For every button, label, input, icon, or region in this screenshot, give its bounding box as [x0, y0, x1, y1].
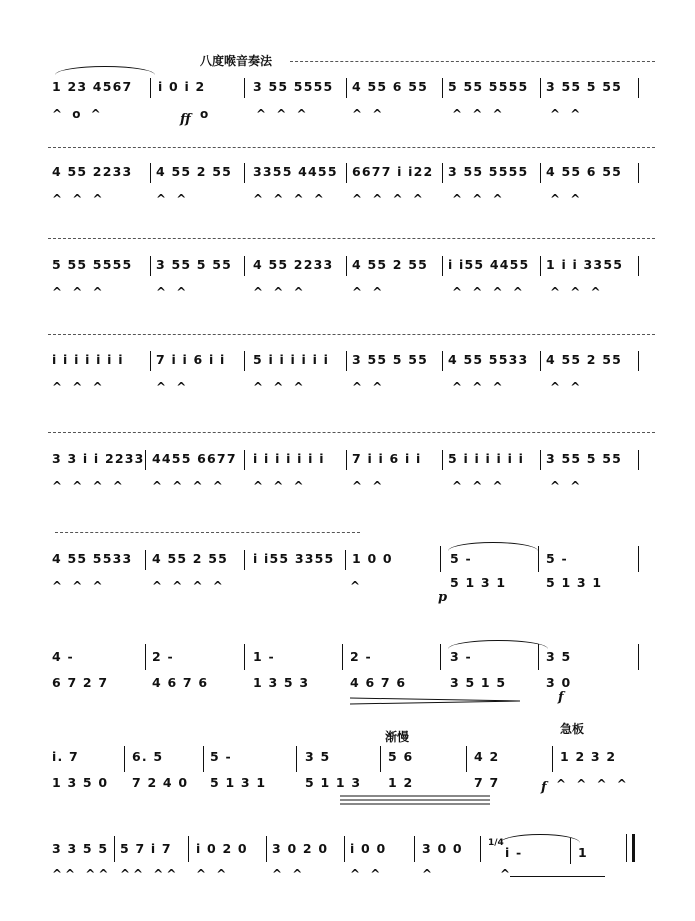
- bar-11: 3 55 5555: [448, 164, 529, 179]
- articulation: o: [200, 107, 212, 121]
- bar-55: 3 0 0: [422, 841, 463, 856]
- bar-16: 4 55 2 55: [352, 257, 429, 272]
- barline: [540, 78, 541, 98]
- articulation: ^ ^: [272, 867, 306, 881]
- barline: [145, 644, 146, 670]
- articulation: ^ ^: [156, 192, 190, 206]
- articulation: ^ ^ ^: [452, 192, 506, 206]
- barline: [466, 746, 467, 772]
- articulation: ^ ^ ^: [253, 479, 307, 493]
- barline: [244, 644, 245, 670]
- barline: [540, 450, 541, 470]
- dynamic-f: f: [541, 780, 547, 795]
- barline: [638, 644, 639, 670]
- bar-54: i 0 0: [350, 841, 387, 856]
- barline: [442, 450, 443, 470]
- technique-extension-line: [55, 532, 360, 533]
- final-barline-thick: [632, 834, 635, 862]
- articulation: ^ ^ ^: [452, 479, 506, 493]
- barline: [638, 450, 639, 470]
- final-barline-thin: [626, 834, 627, 862]
- tie: [448, 542, 538, 551]
- articulation: ^ ^ ^: [256, 107, 310, 121]
- bar-29: 5 i i i i i i: [448, 451, 525, 466]
- barline: [540, 351, 541, 371]
- barline: [638, 163, 639, 183]
- barline: [538, 546, 539, 572]
- technique-extension-line: [48, 334, 655, 335]
- bar-15: 4 55 2233: [253, 257, 334, 272]
- barline: [552, 746, 553, 772]
- barline: [342, 644, 343, 670]
- bar-24: 4 55 2 55: [546, 352, 623, 367]
- slur: [55, 66, 155, 75]
- bar-40: 2 -: [350, 649, 372, 664]
- articulation: ^ ^: [550, 192, 584, 206]
- bar-36: 5 -: [546, 551, 568, 566]
- barline: [414, 836, 415, 862]
- articulation: ^: [350, 579, 364, 593]
- articulation: ^ ^: [550, 107, 584, 121]
- bar-42: 3 5: [546, 649, 572, 664]
- articulation: ^ ^: [156, 380, 190, 394]
- direction-fast: 急板: [560, 722, 585, 736]
- bar-9: 3355 4455: [253, 164, 338, 179]
- articulation: ^ ^ ^: [253, 285, 307, 299]
- articulation: ^: [422, 867, 436, 881]
- bar-50: 3 3 5 5: [52, 841, 109, 856]
- lower-voice: 1 2: [388, 775, 414, 790]
- articulation: ^ ^: [350, 867, 384, 881]
- bar-14: 3 55 5 55: [156, 257, 233, 272]
- bar-46: 3 5: [305, 749, 331, 764]
- bar-57: 1: [578, 845, 588, 860]
- barline: [442, 163, 443, 183]
- barline: [346, 256, 347, 276]
- bar-7: 4 55 2233: [52, 164, 133, 179]
- lower-voice: 1 3 5 0: [52, 775, 109, 790]
- bar-52: i 0 2 0: [196, 841, 248, 856]
- bar-48: 4 2: [474, 749, 500, 764]
- articulation: ^ ^ ^ ^: [253, 192, 327, 206]
- technique-extension-line: [48, 432, 655, 433]
- technique-title: 八度喉音奏法: [200, 54, 273, 68]
- bar-56: i -: [505, 845, 523, 860]
- articulation: ^: [500, 867, 514, 881]
- lower-voice: 6 7 2 7: [52, 675, 109, 690]
- bar-22: 3 55 5 55: [352, 352, 429, 367]
- barline: [296, 746, 297, 772]
- articulation: ^ ^ ^ ^: [452, 285, 526, 299]
- barline: [145, 450, 146, 470]
- articulation: ^ ^: [550, 380, 584, 394]
- barline: [150, 256, 151, 276]
- bar-8: 4 55 2 55: [156, 164, 233, 179]
- barline: [244, 550, 245, 570]
- lower-voice: 5 1 3 1: [210, 775, 267, 790]
- hairpin-decrescendo: [350, 696, 520, 706]
- bar-43: i. 7: [52, 749, 79, 764]
- barline: [150, 351, 151, 371]
- lower-voice: 5 1 3 1: [546, 575, 603, 590]
- bar-3: 3 55 5555: [253, 79, 334, 94]
- articulation: ^ ^: [156, 285, 190, 299]
- barline: [638, 78, 639, 98]
- bar-45: 5 -: [210, 749, 232, 764]
- bar-47: 5 6: [388, 749, 414, 764]
- barline: [266, 836, 267, 862]
- bar-10: 6677 i i22: [352, 164, 434, 179]
- bar-49: 1 2 3 2: [560, 749, 617, 764]
- articulation: ^ ^ ^: [550, 285, 604, 299]
- bar-38: 2 -: [152, 649, 174, 664]
- bar-1: 1 23 4567: [52, 79, 133, 94]
- barline: [145, 550, 146, 570]
- articulation: ^ o ^: [52, 107, 104, 121]
- dynamic-p: p: [438, 590, 448, 605]
- bar-28: 7 i i 6 i i: [352, 451, 422, 466]
- barline: [442, 78, 443, 98]
- articulation: ^ ^: [352, 479, 386, 493]
- articulation: ^ ^: [352, 107, 386, 121]
- bar-35: 5 -: [450, 551, 472, 566]
- bar-5: 5 55 5555: [448, 79, 529, 94]
- barline: [638, 546, 639, 572]
- lower-voice: 1 3 5 3: [253, 675, 310, 690]
- bar-2: i 0 i 2: [158, 79, 206, 94]
- lower-voice: 5 1 1 3: [305, 775, 362, 790]
- bar-37: 4 -: [52, 649, 74, 664]
- barline: [344, 836, 345, 862]
- bar-53: 3 0 2 0: [272, 841, 329, 856]
- lower-voice: 3 0: [546, 675, 572, 690]
- barline: [440, 546, 441, 572]
- barline: [442, 256, 443, 276]
- hairpin-crescendo: [340, 794, 490, 806]
- articulation: ^ ^ ^ ^: [52, 479, 126, 493]
- bar-27: i i i i i i i: [253, 451, 325, 466]
- barline: [244, 256, 245, 276]
- bar-41: 3 -: [450, 649, 472, 664]
- articulation: ^ ^ ^: [52, 192, 106, 206]
- bar-19: i i i i i i i: [52, 352, 124, 367]
- articulation: ^ ^ ^: [52, 579, 106, 593]
- bar-31: 4 55 5533: [52, 551, 133, 566]
- articulation: ^ ^ ^: [52, 380, 106, 394]
- bar-12: 4 55 6 55: [546, 164, 623, 179]
- barline: [150, 78, 151, 98]
- bar-18: 1 i i 3355: [546, 257, 624, 272]
- technique-extension-line: [290, 61, 655, 62]
- dynamic-ff: ff: [180, 112, 191, 127]
- bar-34: 1 0 0: [352, 551, 393, 566]
- bar-30: 3 55 5 55: [546, 451, 623, 466]
- barline: [346, 78, 347, 98]
- barline: [540, 256, 541, 276]
- lower-voice: 5 1 3 1: [450, 575, 507, 590]
- bar-32: 4 55 2 55: [152, 551, 229, 566]
- bar-33: i i55 3355: [253, 551, 335, 566]
- barline: [203, 746, 204, 772]
- lower-voice: 4 6 7 6: [152, 675, 209, 690]
- articulation: ^ ^ ^ ^: [556, 777, 630, 791]
- bar-21: 5 i i i i i i: [253, 352, 330, 367]
- barline: [114, 836, 115, 862]
- barline: [244, 163, 245, 183]
- bar-6: 3 55 5 55: [546, 79, 623, 94]
- bar-20: 7 i i 6 i i: [156, 352, 226, 367]
- articulation: ^ ^ ^: [452, 107, 506, 121]
- articulation: ^ ^ ^ ^: [352, 192, 426, 206]
- bar-51: 5 7 i 7: [120, 841, 172, 856]
- articulation: ^ ^ ^: [452, 380, 506, 394]
- direction-slower: 渐慢: [385, 730, 410, 744]
- articulation: ^ ^: [352, 285, 386, 299]
- time-signature: 1/4: [488, 838, 504, 848]
- bar-25: 3 3 i i 2233: [52, 451, 145, 466]
- dynamic-f: f: [558, 690, 564, 705]
- trill-extension-line: [510, 876, 605, 877]
- lower-voice: 7 7: [474, 775, 500, 790]
- bar-44: 6. 5: [132, 749, 164, 764]
- barline: [244, 351, 245, 371]
- barline: [244, 78, 245, 98]
- lower-voice: 3 5 1 5: [450, 675, 507, 690]
- bar-39: 1 -: [253, 649, 275, 664]
- barline: [380, 746, 381, 772]
- tie: [448, 640, 548, 649]
- barline: [346, 450, 347, 470]
- articulation: ^^ ^^: [52, 867, 112, 881]
- barline: [124, 746, 125, 772]
- articulation: ^ ^: [352, 380, 386, 394]
- bar-23: 4 55 5533: [448, 352, 529, 367]
- bar-17: i i55 4455: [448, 257, 530, 272]
- barline: [244, 450, 245, 470]
- barline: [346, 351, 347, 371]
- articulation: ^ ^: [196, 867, 230, 881]
- barline: [346, 163, 347, 183]
- barline: [345, 550, 346, 570]
- bar-26: 4455 6677: [152, 451, 237, 466]
- barline: [570, 838, 571, 864]
- lower-voice: 7 2 4 0: [132, 775, 189, 790]
- bar-4: 4 55 6 55: [352, 79, 429, 94]
- technique-extension-line: [48, 147, 655, 148]
- barline: [150, 163, 151, 183]
- barline: [538, 644, 539, 670]
- barline: [638, 256, 639, 276]
- articulation: ^ ^ ^: [253, 380, 307, 394]
- technique-extension-line: [48, 238, 655, 239]
- barline: [440, 644, 441, 670]
- barline: [188, 836, 189, 862]
- barline: [480, 836, 481, 862]
- tie: [500, 834, 580, 843]
- lower-voice: 4 6 7 6: [350, 675, 407, 690]
- articulation: ^ ^: [550, 479, 584, 493]
- articulation: ^ ^ ^: [52, 285, 106, 299]
- articulation: ^ ^ ^ ^: [152, 479, 226, 493]
- barline: [540, 163, 541, 183]
- barline: [442, 351, 443, 371]
- articulation: ^^ ^^: [120, 867, 180, 881]
- bar-13: 5 55 5555: [52, 257, 133, 272]
- articulation: ^ ^ ^ ^: [152, 579, 226, 593]
- barline: [638, 351, 639, 371]
